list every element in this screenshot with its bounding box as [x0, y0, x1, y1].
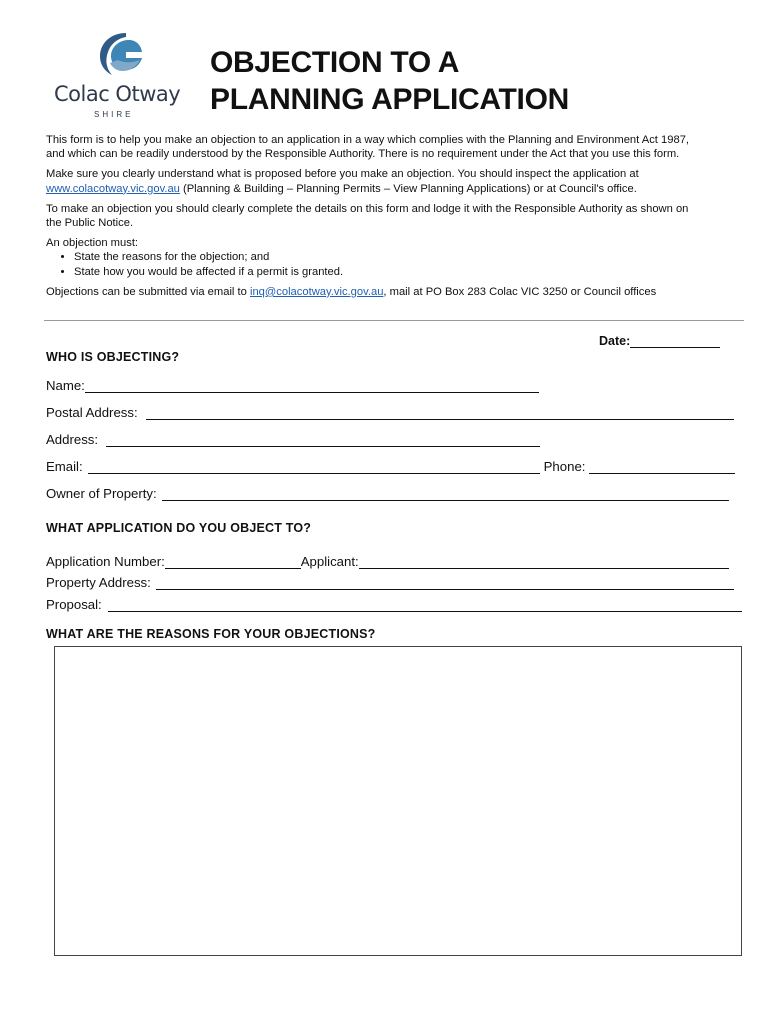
- phone-label: Phone:: [543, 459, 586, 474]
- owner-label: Owner of Property:: [46, 486, 157, 501]
- intro-paragraph-submit: [46, 285, 706, 299]
- applicant-line[interactable]: [359, 554, 729, 569]
- date-line[interactable]: [630, 334, 720, 348]
- council-email-link[interactable]: inq@colacotway.vic.gov.au: [249, 285, 384, 298]
- intro-paragraph-2: [46, 167, 706, 195]
- phone-line[interactable]: [589, 459, 735, 474]
- property-address-field[interactable]: [46, 575, 734, 590]
- proposal-line[interactable]: [108, 597, 742, 612]
- address-label: Address:: [46, 432, 99, 447]
- property-address-label: Property Address:: [46, 575, 151, 590]
- name-line[interactable]: [85, 378, 539, 393]
- address-field[interactable]: [46, 432, 540, 447]
- email-phone-row[interactable]: [46, 459, 735, 474]
- postal-address-field[interactable]: [46, 405, 734, 420]
- intro-paragraph-1: This form is to help you make an objection to an application in a way which complies with the Planning and Environment Act 1987, and which can be readily understood by the Responsible Authority. There is no requirement under the Act that you use this form.: [46, 134, 690, 161]
- objection-must-label: An objection must:: [46, 237, 139, 250]
- owner-line[interactable]: [162, 486, 729, 501]
- council-website-link[interactable]: www.colacotway.vic.gov.au: [46, 182, 180, 195]
- proposal-field[interactable]: [46, 597, 742, 612]
- submit-text-end: , mail at PO Box 283 Colac VIC 3250 or Council offices: [383, 285, 657, 298]
- application-number-label: Application Number:: [46, 554, 165, 569]
- section-heading-who: WHO IS OBJECTING?: [46, 350, 180, 364]
- name-field[interactable]: [46, 378, 539, 393]
- submit-text: Objections can be submitted via email to: [46, 285, 250, 298]
- postal-address-label: Postal Address:: [46, 405, 138, 420]
- application-applicant-row[interactable]: [46, 554, 729, 569]
- email-line[interactable]: [88, 459, 540, 474]
- application-number-line[interactable]: [165, 554, 301, 569]
- title-line-2: PLANNING APPLICATION: [210, 83, 569, 116]
- date-field[interactable]: [599, 334, 720, 348]
- intro-text: [46, 133, 706, 305]
- council-logo: [50, 30, 190, 122]
- title-line-1: OBJECTION TO A: [210, 46, 460, 79]
- date-label: Date:: [599, 334, 631, 348]
- list-item: • State the reasons for the objection; and: [74, 250, 706, 264]
- logo-wordmark: Colac Otway: [54, 82, 181, 106]
- intro-p2-text: Make sure you clearly understand what is proposed before you make an objection. You should inspect the application at: [46, 168, 639, 181]
- section-heading-reasons: WHAT ARE THE REASONS FOR YOUR OBJECTIONS?: [46, 627, 376, 641]
- intro-p2-text-end: (Planning & Building – Planning Permits – View Planning Applications) or at Council's office.: [179, 182, 637, 195]
- intro-paragraph-3: To make an objection you should clearly complete the details on this form and lodge it with the Responsible Authority as shown on the Public Notice.: [46, 202, 689, 230]
- owner-of-property-field[interactable]: [46, 486, 729, 501]
- email-label: Email:: [46, 459, 83, 474]
- logo-subtext: SHIRE: [94, 110, 134, 119]
- list-item: • State how you would be affected if a permit is granted.: [74, 265, 706, 279]
- divider: [44, 320, 744, 321]
- reasons-textarea[interactable]: [54, 646, 742, 956]
- postal-address-line[interactable]: [146, 405, 734, 420]
- name-label: Name:: [46, 378, 85, 393]
- objection-requirements-list: [46, 250, 706, 278]
- proposal-label: Proposal:: [46, 597, 102, 612]
- section-heading-application: WHAT APPLICATION DO YOU OBJECT TO?: [46, 521, 312, 535]
- form-title: [210, 44, 569, 118]
- property-address-line[interactable]: [156, 575, 734, 590]
- colac-otway-shire-logo-icon: [96, 30, 146, 78]
- applicant-label: Applicant:: [300, 554, 359, 569]
- address-line[interactable]: [106, 432, 540, 447]
